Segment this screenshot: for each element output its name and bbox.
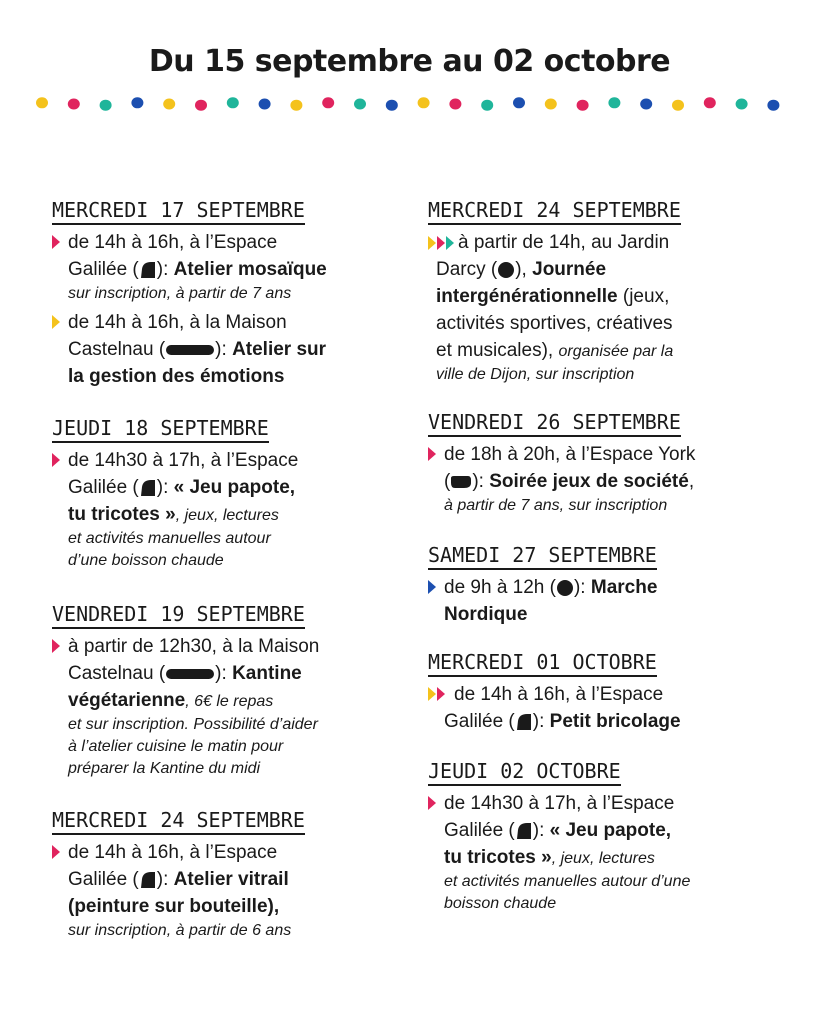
- confetti-dot: [672, 100, 684, 111]
- day-heading: VENDREDI 19 SEPTEMBRE: [52, 602, 305, 629]
- darcy-place-icon: [556, 579, 574, 597]
- event-entry: [52, 839, 402, 942]
- galilee-place-icon: [515, 713, 533, 731]
- event-day: [52, 602, 402, 780]
- day-heading: JEUDI 18 SEPTEMBRE: [52, 416, 269, 443]
- confetti-dot: [513, 97, 525, 108]
- pink-marker-icon: [52, 639, 60, 653]
- event-note: sur inscription, à partir de 6 ans: [68, 922, 292, 939]
- galilee-place-icon: [515, 822, 533, 840]
- event-entry: [52, 229, 402, 305]
- event-entry: [428, 229, 768, 386]
- place-text: Darcy (: [436, 259, 498, 280]
- left-column: [52, 198, 402, 942]
- confetti-dot: [640, 99, 652, 110]
- event-name: végétarienne: [68, 690, 186, 711]
- event-text: et musicales),: [436, 340, 559, 361]
- event-time-place: de 14h à 16h, à l’Espace: [68, 842, 278, 863]
- york-place-icon: [450, 474, 472, 490]
- event-name: Soirée jeux de société: [489, 471, 689, 492]
- confetti-dot: [227, 97, 239, 108]
- event-name: (peinture sur bouteille),: [68, 896, 280, 917]
- event-name: tu tricotes »: [68, 504, 176, 525]
- place-text: Castelnau (: [68, 339, 166, 360]
- event-name: Petit bricolage: [549, 711, 681, 732]
- confetti-dot: [608, 97, 620, 108]
- galilee-place-icon: [139, 261, 157, 279]
- day-heading: MERCREDI 17 SEPTEMBRE: [52, 198, 305, 225]
- place-text: ):: [156, 259, 174, 280]
- event-name: Atelier sur: [232, 339, 327, 360]
- event-text: (jeux,: [617, 286, 670, 307]
- confetti-dot: [131, 97, 143, 108]
- pink-marker-icon: [52, 235, 60, 249]
- event-note: d’une boisson chaude: [68, 552, 224, 569]
- confetti-dot: [322, 97, 334, 108]
- confetti-dot: [736, 99, 748, 110]
- event-day: [52, 808, 402, 942]
- event-day: [428, 410, 768, 517]
- event-day: [428, 543, 768, 628]
- event-name: Kantine: [232, 663, 302, 684]
- event-name: Nordique: [444, 604, 528, 625]
- castelnau-place-icon: [165, 667, 215, 681]
- event-note: organisée par la: [558, 343, 674, 360]
- event-time-place: de 14h à 16h, à l’Espace: [454, 684, 664, 705]
- event-note: boisson chaude: [444, 895, 557, 912]
- event-note: à partir de 7 ans, sur inscription: [444, 497, 668, 514]
- confetti-dot: [163, 99, 175, 110]
- confetti-dot: [68, 99, 80, 110]
- place-text: ):: [532, 820, 550, 841]
- pink-marker-icon: [428, 796, 436, 810]
- event-entry: [52, 633, 402, 780]
- event-name: Atelier vitrail: [173, 869, 289, 890]
- event-time-place: à partir de 14h, au Jardin: [458, 232, 670, 253]
- event-day: [52, 198, 402, 390]
- confetti-dot: [545, 99, 557, 110]
- blue-marker-icon: [428, 580, 436, 594]
- event-time-place: de 14h30 à 17h, à l’Espace: [68, 450, 299, 471]
- confetti-dot: [259, 99, 271, 110]
- page-title: Du 15 septembre au 02 octobre: [148, 44, 671, 79]
- event-time-place: de 14h30 à 17h, à l’Espace: [444, 793, 675, 814]
- castelnau-place-icon: [165, 343, 215, 357]
- place-text: ):: [573, 577, 591, 598]
- yellow-pink-marker-icon: [428, 687, 445, 701]
- place-text: Galilée (: [68, 477, 139, 498]
- confetti-dot: [704, 97, 716, 108]
- day-heading: MERCREDI 24 SEPTEMBRE: [52, 808, 305, 835]
- event-note: à l’atelier cuisine le matin pour: [68, 738, 284, 755]
- event-name: Marche: [590, 577, 658, 598]
- event-day: [52, 416, 402, 572]
- event-time-place: de 18h à 20h, à l’Espace York: [444, 444, 696, 465]
- decorative-dots: [30, 94, 790, 114]
- place-text: ):: [532, 711, 550, 732]
- event-text: activités sportives, créatives: [436, 313, 673, 334]
- place-text: ):: [215, 663, 233, 684]
- event-day: [428, 650, 768, 735]
- event-note: et activités manuelles autour d’une: [444, 873, 691, 890]
- event-note: sur inscription, à partir de 7 ans: [68, 285, 292, 302]
- confetti-dot: [354, 99, 366, 110]
- place-text: Galilée (: [68, 869, 139, 890]
- place-text: Galilée (: [68, 259, 139, 280]
- event-entry: [52, 447, 402, 572]
- pink-marker-icon: [52, 845, 60, 859]
- place-text: ):: [215, 339, 233, 360]
- confetti-dot: [386, 100, 398, 111]
- place-text: ):: [472, 471, 490, 492]
- event-time-place: à partir de 12h30, à la Maison: [68, 636, 320, 657]
- confetti-dot: [36, 97, 48, 108]
- event-note: , jeux, lectures: [551, 850, 655, 867]
- place-text: Galilée (: [444, 711, 515, 732]
- multi-marker-icon: [428, 236, 454, 250]
- event-name: « Jeu papote,: [173, 477, 296, 498]
- day-heading: JEUDI 02 OCTOBRE: [428, 759, 621, 786]
- pink-marker-icon: [428, 447, 436, 461]
- event-time-place: de 14h à 16h, à l’Espace: [68, 232, 278, 253]
- right-column: [428, 198, 768, 915]
- event-name: Atelier mosaïque: [173, 259, 327, 280]
- event-note: et activités manuelles autour: [68, 530, 271, 547]
- confetti-dot: [767, 100, 779, 111]
- confetti-dot: [449, 99, 461, 110]
- yellow-marker-icon: [52, 315, 60, 329]
- event-name: Journée: [532, 259, 607, 280]
- darcy-place-icon: [497, 261, 515, 279]
- event-note: ville de Dijon, sur inscription: [436, 366, 635, 383]
- place-text: Castelnau (: [68, 663, 166, 684]
- event-entry: [428, 790, 768, 915]
- event-entry: [428, 574, 768, 628]
- event-time-place: de 9h à 12h (: [444, 577, 556, 598]
- event-name: la gestion des émotions: [68, 366, 285, 387]
- day-heading: VENDREDI 26 SEPTEMBRE: [428, 410, 681, 437]
- event-entry: [428, 441, 768, 517]
- event-time-place: de 14h à 16h, à la Maison: [68, 312, 287, 333]
- event-entry: [52, 309, 402, 390]
- place-text: ):: [156, 869, 174, 890]
- event-day: [428, 759, 768, 915]
- confetti-dot: [100, 100, 112, 111]
- galilee-place-icon: [139, 479, 157, 497]
- confetti-dot: [481, 100, 493, 111]
- place-text: ):: [156, 477, 174, 498]
- event-name: « Jeu papote,: [549, 820, 672, 841]
- day-heading: MERCREDI 01 OCTOBRE: [428, 650, 657, 677]
- event-note: , jeux, lectures: [175, 507, 279, 524]
- confetti-dot: [577, 100, 589, 111]
- day-heading: MERCREDI 24 SEPTEMBRE: [428, 198, 681, 225]
- event-entry: [428, 681, 768, 735]
- confetti-dot: [290, 100, 302, 111]
- event-note: , 6€ le repas: [185, 693, 274, 710]
- event-text: ,: [688, 471, 695, 492]
- confetti-dot: [418, 97, 430, 108]
- place-text: ),: [515, 259, 533, 280]
- event-name: intergénérationnelle: [436, 286, 618, 307]
- confetti-dot: [195, 100, 207, 111]
- galilee-place-icon: [139, 871, 157, 889]
- event-name: tu tricotes »: [444, 847, 552, 868]
- event-note: préparer la Kantine du midi: [68, 760, 261, 777]
- place-text: Galilée (: [444, 820, 515, 841]
- event-day: [428, 198, 768, 386]
- place-text: (: [444, 471, 451, 492]
- pink-marker-icon: [52, 453, 60, 467]
- event-note: et sur inscription. Possibilité d’aider: [68, 716, 318, 733]
- day-heading: SAMEDI 27 SEPTEMBRE: [428, 543, 657, 570]
